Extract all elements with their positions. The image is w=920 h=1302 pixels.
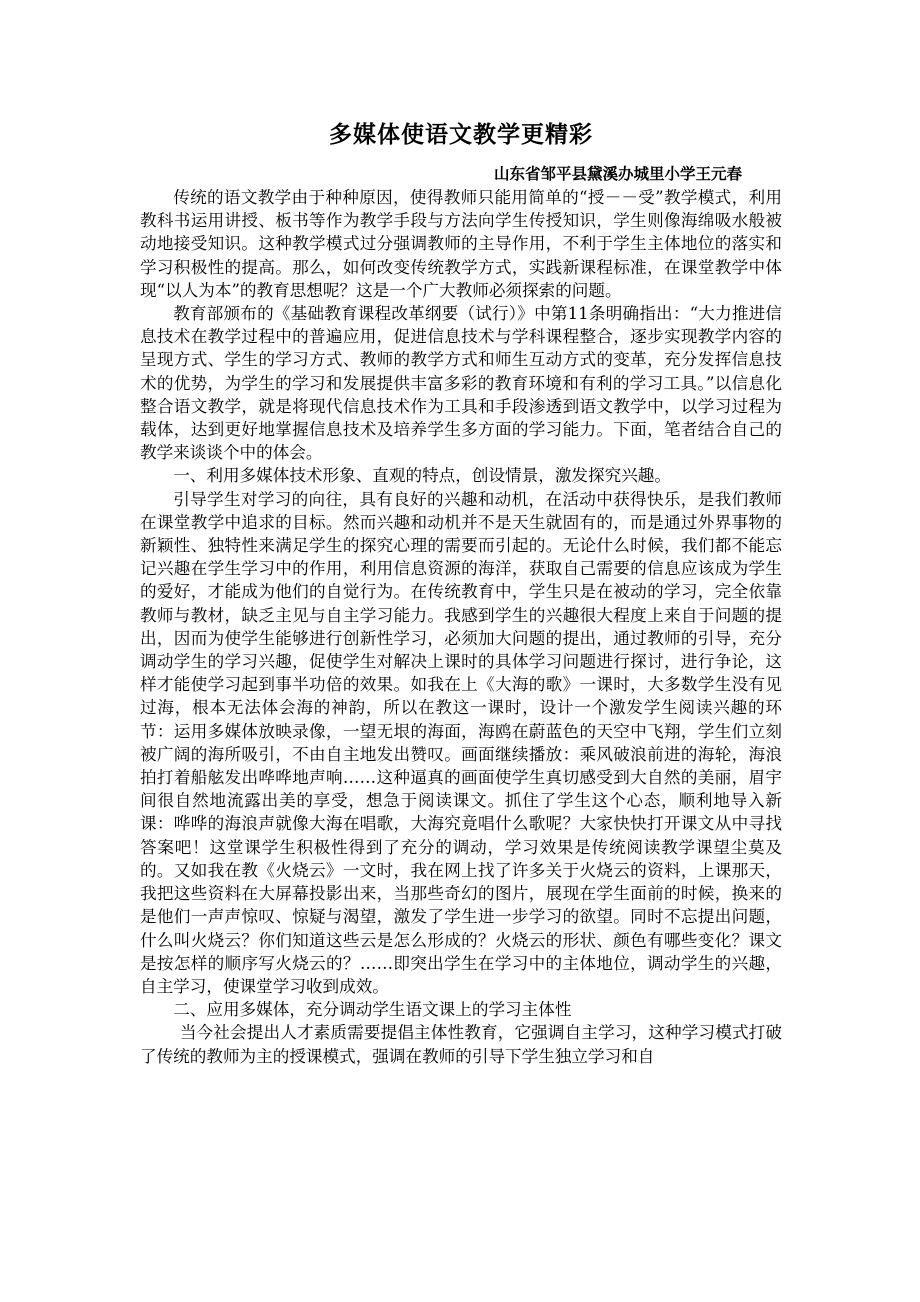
section-2-heading: 二、应用多媒体，充分调动学生语文课上的学习主体性 bbox=[173, 1000, 572, 1020]
document-title: 多媒体使语文教学更精彩 bbox=[329, 121, 593, 148]
intro-paragraph-2: 教育部颁布的《基础教育课程改革纲要（试行）》中第11条明确指出：“大力推进信息技术在教学过程中的普遍应用，促进信息技术与学科课程整合，逐步实现教学内容的呈现方式、学生的学习方式、教师的教学方式和师生互动方式的变革，充分发挥信息技术的优势，为学生的学习和发展提供丰富多彩的教育环境和有利的学习工具。”以信息化整合语文教学，就是将现代信息技术作为工具和手段渗透到语文教学中，以学习过程为载体，达到更好地掌握信息技术及培养学生多方面的学习能力。下面，笔者结合自己的教学来谈谈个中的体会。 bbox=[140, 304, 782, 463]
section-2-paragraph: 当今社会提出人才素质需要提倡主体性教育，它强调自主学习，这种学习模式打破了传统的教师为主的授课模式，强调在教师的引导下学生独立学习和自 bbox=[140, 1023, 782, 1066]
document-author: 山东省邹平县黛溪办城里小学王元春 bbox=[493, 164, 742, 183]
intro-paragraph-1: 传统的语文教学由于种种原因，使得教师只能用简单的“授－－受”教学模式，利用教科书运用讲授、板书等作为教学手段与方法向学生传授知识，学生则像海绵吸水般被动地接受知识。这种教学模式过分强调教师的主导作用，不利于学生主体地位的落实和学习积极性的提高。那么，如何改变传统教学方式，实践新课程标准，在课堂教学中体现“以人为本”的教育思想呢？这是一个广大教师必须探索的问题。 bbox=[140, 188, 782, 300]
document-page bbox=[140, 118, 782, 1068]
section-1-paragraph: 引导学生对学习的向往，具有良好的兴趣和动机，在活动中获得快乐，是我们教师在课堂教学中追求的目标。然而兴趣和动机并不是天生就固有的，而是通过外界事物的新颖性、独特性来满足学生的探究心理的需要而引起的。无论什么时候，我们都不能忘记兴趣在学生学习中的作用，利用信息资源的海洋，获取自己需要的信息应该成为学生的爱好，才能成为他们的自觉行为。在传统教育中，学生只是在被动的学习，完全依靠教师与教材，缺乏主见与自主学习能力。我感到学生的兴趣很大程度上来自于问题的提出，因而为使学生能够进行创新性学习，必须加大问题的提出，通过教师的引导，充分调动学生的学习兴趣，促使学生对解决上课时的具体学习问题进行探讨，进行争论，这样才能使学习起到事半功倍的效果。如我在上《大海的歌》一课时，大多数学生没有见过海，根本无法体会海的神韵，所以在教这一课时，设计一个激发学生阅读兴趣的环节：运用多媒体放映录像，一望无垠的海面，海鸥在蔚蓝色的天空中飞翔，学生们立刻被广阔的海所吸引，不由自主地发出赞叹。画面继续播放：乘风破浪前进的海轮，海浪拍打着船舷发出哗哗地声响……这种逼真的画面使学生真切感受到大自然的美丽，眉宇间很自然地流露出美的享受，想急于阅读课文。抓住了学生这个心态，顺利地导入新课：哗哗的海浪声就像大海在唱歌，大海究竟唱什么歌呢？大家快快打开课文从中寻找答案吧！这堂课学生积极性得到了充分的调动，学习效果是传统阅读教学课望尘莫及的。又如我在教《火烧云》一文时，我在网上找了许多关于火烧云的资料，上课那天，我把这些资料在大屏幕投影出来，当那些奇幻的图片，展现在学生面前的时候，换来的是他们一声声惊叹、惊疑与渴望，激发了学生进一步学习的欲望。同时不忘提出问题，什么叫火烧云？你们知道这些云是怎么形成的？火烧云的形状、颜色有哪些变化？课文是按怎样的顺序写火烧云的？……即突出学生在学习中的主体地位，调动学生的兴趣，自主学习，使课堂学习收到成效。 bbox=[140, 489, 782, 996]
section-1-heading: 一、利用多媒体技术形象、直观的特点，创设情景，激发探究兴趣。 bbox=[173, 466, 671, 486]
